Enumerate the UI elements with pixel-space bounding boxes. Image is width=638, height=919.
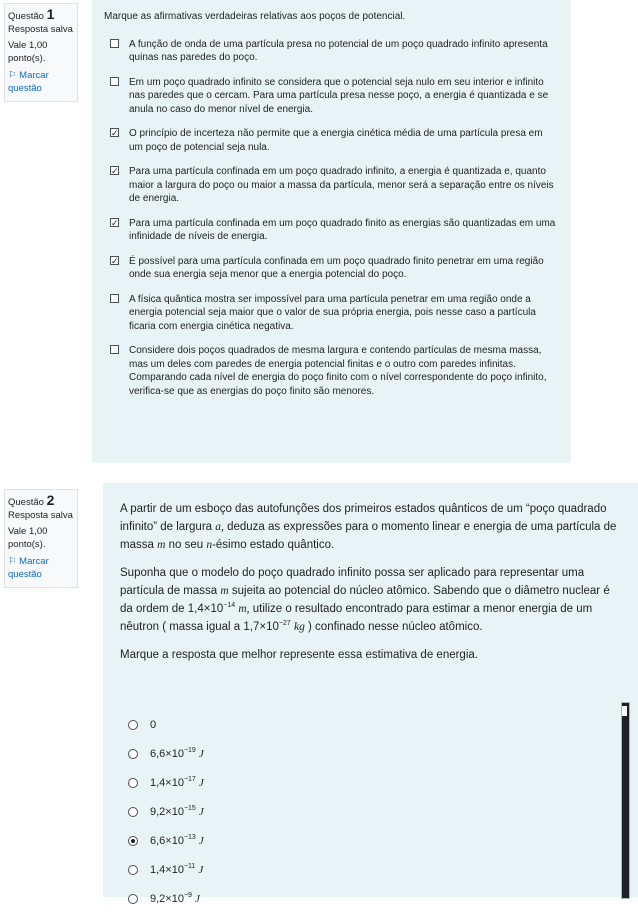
checkbox[interactable] — [110, 77, 119, 86]
answer-value: 1,4×10 — [150, 864, 184, 876]
question-paragraph-2 — [120, 564, 625, 636]
answer-unit: J — [195, 893, 200, 905]
answer-option[interactable] — [128, 774, 625, 803]
text-run: -ésimo estado quântico. — [212, 539, 335, 551]
math-value: 1,4×10 — [187, 603, 224, 615]
answer-option[interactable] — [128, 890, 625, 919]
question-1-content — [92, 0, 571, 463]
text-run: sujeita ao potencial do núcleo atômico. Sabendo que o diâmetro nuclear é da ordem de — [120, 585, 610, 615]
flag-question-label: Marcar questão — [8, 556, 49, 580]
answer-unit: J — [198, 835, 204, 847]
answer-exponent: −17 — [183, 776, 196, 783]
checkbox[interactable] — [110, 345, 119, 354]
checkbox[interactable]: ✓ — [111, 166, 119, 176]
math-unit: m, — [238, 603, 250, 615]
scrollbar-arrow[interactable] — [622, 706, 627, 716]
answer-exponent: −15 — [183, 805, 196, 812]
flag-question-link[interactable] — [8, 69, 74, 95]
answer-unit: J — [198, 864, 204, 876]
answer-unit: J — [198, 777, 204, 789]
option-text: É possível para uma partícula confinada em um poço quadrado finito penetrar em uma região onde sua energia seja menor que a energia potencial do poço. — [129, 255, 544, 280]
math-unit: kg — [293, 621, 305, 633]
answer-exponent: −9 — [183, 892, 192, 899]
option[interactable] — [104, 217, 559, 244]
option-text: Para uma partícula confinada em um poço quadrado finito as energias são quantizadas em uma infinidade de níveis de energia. — [129, 217, 556, 242]
question-paragraph-3: Marque a resposta que melhor represente essa estimativa de energia. — [120, 649, 478, 661]
text-run: utilize o resultado encontrado para estimar a menor energia de um nêutron ( massa igual a — [120, 603, 593, 633]
question-label: Questão — [8, 11, 44, 22]
question-number — [8, 8, 74, 23]
text-run: deduza as expressões para o momento linear e energia de uma partícula de massa — [120, 521, 617, 551]
math-value: 1,7×10 — [243, 621, 279, 633]
question-status: Resposta salva — [8, 24, 73, 35]
radio-button[interactable] — [128, 865, 138, 875]
question-number-value: 1 — [46, 6, 55, 22]
scrollbar[interactable] — [621, 702, 630, 899]
text-run: no seu — [168, 539, 204, 551]
answer-value: 6,6×10 — [150, 748, 184, 760]
text-run: A partir de um esboço das autofunções dos primeiros estados quânticos de um “poço quadrado infinito” de largura — [120, 503, 607, 533]
answer-unit: J — [198, 748, 204, 760]
answers-list — [120, 716, 625, 919]
question-paragraph-1 — [120, 500, 625, 554]
answer-option[interactable] — [128, 716, 625, 745]
text-run: ) confinado nesse núcleo atômico. — [308, 621, 483, 633]
answer-value: 9,2×10 — [150, 806, 184, 818]
answer-value: 6,6×10 — [150, 835, 184, 847]
checkbox[interactable] — [110, 294, 119, 303]
radio-button[interactable] — [128, 778, 138, 788]
question-number — [8, 494, 74, 509]
flag-question-link[interactable] — [8, 555, 74, 581]
variable: m — [157, 539, 166, 551]
option[interactable] — [104, 127, 559, 154]
radio-button[interactable] — [128, 807, 138, 817]
answer-exponent: −13 — [183, 834, 196, 841]
option[interactable] — [104, 293, 559, 334]
checkbox[interactable]: ✓ — [111, 217, 119, 228]
option-text: Considere dois poços quadrados de mesma largura e contendo partículas de mesma massa, mas um deles com paredes de energia potencial finitas e o outro com paredes infinitas. Comparando cada nível de energia do poço finito com o nível correspondente do poço infinito, verifica-se que as energias do poço finito são menores. — [129, 345, 547, 397]
radio-button[interactable] — [128, 894, 138, 904]
checkbox[interactable] — [110, 39, 119, 48]
flag-icon: ⚐ — [8, 556, 17, 567]
answer-option[interactable] — [128, 803, 625, 832]
question-prompt: Marque as afirmativas verdadeiras relativas aos poços de potencial. — [104, 11, 406, 22]
question-status: Resposta salva — [8, 510, 73, 521]
variable: a, — [215, 521, 224, 533]
flag-question-label: Marcar questão — [8, 70, 49, 94]
answer-option[interactable] — [128, 832, 625, 861]
variable: m — [220, 585, 229, 597]
answer-option[interactable] — [128, 745, 625, 774]
option-text: Em um poço quadrado infinito se considera que o potencial seja nulo em seu interior e infinito nas paredes que o cercam. Para uma partícula presa nesse poço, a energia é quantizada e se anula no caso do menor nível de energia. — [129, 76, 549, 115]
option-text: A função de onda de uma partícula presa no potencial de um poço quadrado infinito apresenta quinas nas paredes do poço. — [129, 38, 548, 63]
answer-value: 9,2×10 — [150, 893, 184, 905]
question-1-info — [4, 3, 78, 102]
spacer — [120, 674, 625, 716]
answer-value: 1,4×10 — [150, 777, 184, 789]
answer-value: 0 — [150, 719, 157, 731]
question-grade: Vale 1,00 ponto(s). — [8, 526, 48, 550]
option[interactable] — [104, 344, 559, 398]
answer-exponent: −11 — [183, 863, 196, 870]
option-text: Para uma partícula confinada em um poço quadrado infinito, a energia é quantizada e, quanto maior a largura do poço ou maior a massa da partícula, menor será a separação entre os níveis de energia. — [129, 166, 554, 204]
option[interactable] — [104, 38, 559, 65]
variable: n — [206, 539, 213, 551]
answer-unit: J — [198, 806, 204, 818]
option[interactable] — [104, 165, 559, 206]
option[interactable] — [104, 76, 559, 117]
question-2-info — [4, 489, 78, 588]
option-text: A física quântica mostra ser impossível para uma partícula penetrar em uma região onde a energia potencial seja maior que o valor de sua própria energia, pois nesse caso a partícula ficaria com energia cinética negativa. — [129, 293, 536, 332]
question-label: Questão — [8, 497, 44, 508]
answer-exponent: −19 — [183, 747, 196, 754]
radio-button[interactable] — [128, 836, 138, 846]
radio-button[interactable] — [128, 749, 138, 759]
question-grade: Vale 1,00 ponto(s). — [8, 40, 48, 64]
flag-icon: ⚐ — [8, 70, 17, 81]
math-exponent: −14 — [223, 602, 236, 609]
text-run: Suponha que o modelo do poço quadrado infinito possa ser aplicado para representar uma partícula de massa — [120, 567, 585, 597]
option-text: O princípio de incerteza não permite que a energia cinética média de uma partícula presa em um poço de potencial seja nula. — [129, 128, 543, 153]
options-list — [104, 38, 559, 399]
checkbox[interactable]: ✓ — [111, 255, 119, 266]
checkbox[interactable]: ✓ — [111, 128, 119, 138]
question-number-value: 2 — [46, 492, 55, 508]
radio-button[interactable] — [128, 720, 138, 730]
answer-option[interactable] — [128, 861, 625, 890]
math-exponent: −27 — [278, 620, 291, 627]
option[interactable] — [104, 255, 559, 282]
